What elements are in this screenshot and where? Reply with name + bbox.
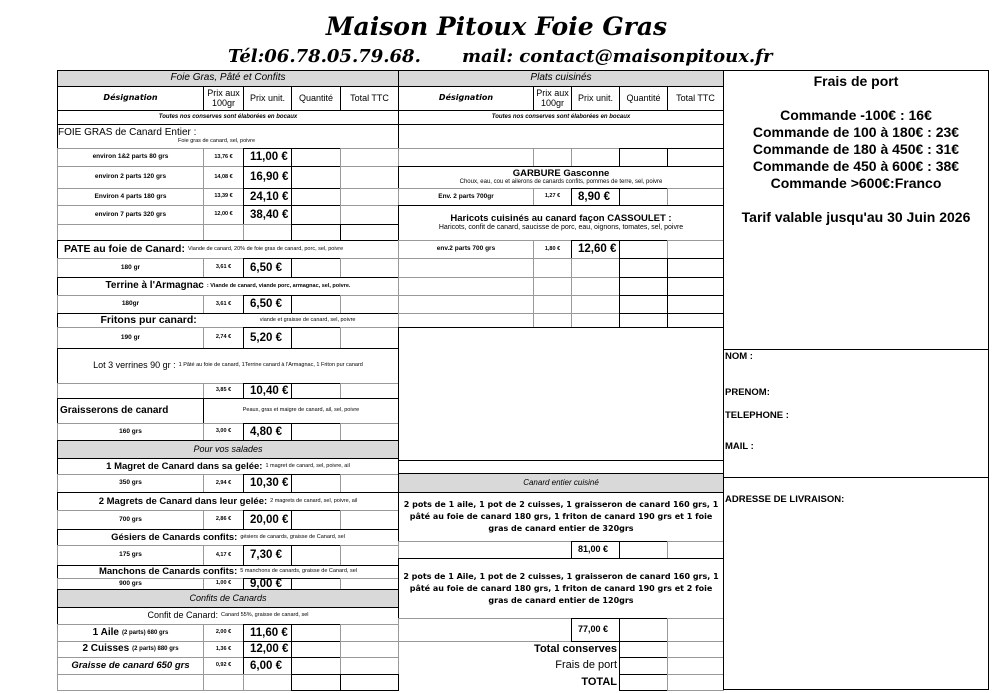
product-ingredients: : Viande de canard, viande porc, armagnac, sel, poivre. — [206, 282, 351, 289]
product-title: GARBURE Gasconne — [512, 168, 610, 180]
empty-cell — [533, 277, 572, 296]
product-title: Graisserons de canard — [57, 398, 204, 424]
product-ingredients: Viande de canard, 20% de foie gras de canard, porc, sel, poivre — [187, 245, 344, 252]
email-address: mail: contact@maisonpitoux.fr — [462, 46, 773, 67]
item-size: environ 2 parts 120 grs — [57, 166, 204, 189]
item-size: 700 grs — [57, 510, 204, 530]
total-cell[interactable] — [667, 240, 724, 259]
item-name: 2 Cuisses — [82, 643, 130, 655]
price-per-100g: 3,85 € — [203, 383, 244, 399]
unit-price: 8,90 € — [571, 188, 620, 206]
item-size: env.2 parts 700 grs — [398, 240, 534, 259]
price-per-100g: 3,61 € — [203, 258, 244, 278]
total-cell[interactable] — [667, 674, 724, 691]
unit-price: 10,40 € — [243, 383, 292, 399]
quantity-input[interactable] — [619, 240, 668, 259]
empty-cell — [398, 313, 534, 328]
item-detail: (2 parts) 880 grs — [132, 646, 179, 653]
shipping-rate: Commande >600€:Franco — [770, 175, 942, 191]
empty-cell[interactable] — [340, 674, 399, 691]
quantity-input[interactable] — [619, 313, 668, 328]
product-heading — [57, 565, 399, 579]
section-header: Canard entier cuisiné — [398, 473, 724, 493]
total-cell[interactable] — [667, 618, 724, 642]
empty-cell — [243, 224, 292, 241]
quantity-input[interactable] — [291, 474, 341, 493]
product-ingredients: Foie gras de canard, sel, poivre — [178, 137, 256, 144]
empty-cell — [398, 618, 572, 642]
item-size: Graisse de canard 650 grs — [57, 657, 204, 675]
section-header: Confits de Canards — [57, 589, 399, 608]
empty-cell — [57, 224, 204, 241]
unit-price: 9,00 € — [243, 578, 292, 590]
item-size: 350 grs — [57, 474, 204, 493]
item-size — [57, 383, 204, 399]
total-cell[interactable] — [340, 641, 399, 658]
quantity-input[interactable] — [291, 624, 341, 642]
total-cell[interactable] — [340, 510, 399, 530]
mail-field[interactable]: MAIL : — [725, 441, 754, 452]
unit-price: 6,50 € — [243, 295, 292, 314]
empty-cell — [398, 541, 572, 559]
item-detail: (2 parts) 680 grs — [121, 629, 169, 636]
quantity-input[interactable] — [619, 295, 668, 314]
phone-field[interactable]: TELEPHONE : — [725, 410, 789, 421]
product-heading — [57, 492, 399, 511]
quantity-input[interactable] — [619, 258, 668, 278]
empty-cell — [571, 148, 620, 167]
item-size: 180 gr — [57, 258, 204, 278]
product-title: Gésiers de Canards confits: — [111, 531, 238, 543]
empty-cell[interactable] — [667, 313, 724, 328]
quantity-input[interactable] — [619, 148, 668, 167]
total-cell[interactable] — [340, 545, 399, 566]
product-heading — [57, 458, 399, 475]
unit-price: 38,40 € — [243, 205, 292, 225]
unit-price: 4,80 € — [243, 423, 292, 441]
empty-cell — [571, 258, 620, 278]
unit-price: 6,50 € — [243, 258, 292, 278]
price-per-100g: 2,00 € — [203, 624, 244, 642]
shipping-rate: Commande de 180 à 450€ : 31€ — [752, 141, 960, 157]
price-per-100g: 2,86 € — [203, 510, 244, 530]
empty-cell — [571, 295, 620, 314]
price-per-100g: 13,39 € — [203, 188, 244, 206]
price-per-100g: 2,74 € — [203, 327, 244, 349]
quantity-input[interactable] — [619, 618, 668, 642]
price-per-100g: 13,76 € — [203, 148, 244, 167]
designation-header: Désignation — [57, 86, 204, 111]
total-cell[interactable] — [340, 188, 399, 206]
bundle-description: 2 pots de 1 aile, 1 pot de 2 cuisses, 1 graisseron de canard 160 grs, 1 pâté au foie de canard 180 grs, 1 friton de canard 190 grs et 1 foie gras de canard entier de 320grs — [398, 492, 724, 542]
product-heading — [57, 348, 399, 384]
empty-cell — [533, 258, 572, 278]
quantity-input[interactable] — [291, 327, 341, 349]
price-per-100g: 1,80 € — [533, 240, 572, 259]
price-per-100g-header: Prix aux 100gr — [203, 86, 244, 111]
price-per-100g: 14,08 € — [203, 166, 244, 189]
total-header: Total TTC — [667, 86, 724, 111]
quantity-input[interactable] — [291, 674, 341, 691]
empty-cell — [398, 277, 534, 296]
bundle-description: 2 pots de 1 Aile, 1 pot de 2 cuisses, 1 graisseron de canard 160 grs, 1 pâté au foie de canard 180 grs, 1 friton de canard 190 grs et 2 foie gras de canard entier de 120grs — [398, 558, 724, 619]
product-heading — [57, 607, 399, 625]
product-title: Lot 3 verrines 90 gr : — [93, 360, 176, 371]
product-ingredients: Choux, eau, cou et ailerons de canards confits, pommes de terre, sel, poivre — [459, 179, 663, 186]
unit-price: 11,60 € — [243, 624, 292, 642]
empty-cell — [203, 674, 244, 691]
name-field[interactable]: NOM : — [725, 351, 753, 362]
empty-cell — [533, 148, 572, 167]
unit-price-header: Prix unit. — [571, 86, 620, 111]
shipping-and-customer-panel — [723, 70, 989, 690]
quantity-header: Quantité — [291, 86, 341, 111]
unit-price: 7,30 € — [243, 545, 292, 566]
product-heading — [57, 277, 399, 296]
product-ingredients: viande et graisse de canard, sel, poivre — [259, 316, 356, 323]
product-heading — [57, 529, 399, 546]
quantity-input[interactable] — [619, 277, 668, 296]
empty-cell — [203, 224, 244, 241]
empty-cell — [398, 258, 534, 278]
total-cell[interactable] — [667, 188, 724, 206]
product-ingredients: Canard 55%, graisse de canard, sel — [221, 612, 309, 619]
product-title: FOIE GRAS de Canard Entier : — [58, 127, 197, 139]
total-cell[interactable] — [340, 205, 399, 225]
product-title: Terrine à l'Armagnac — [105, 280, 204, 292]
total-cell[interactable] — [340, 474, 399, 493]
item-size: Environ 4 parts 180 grs — [57, 188, 204, 206]
price-per-100g: 12,00 € — [203, 205, 244, 225]
quantity-input[interactable] — [291, 148, 341, 167]
product-title: 1 Magret de Canard dans sa gelée: — [106, 460, 263, 472]
item-name: 1 Aile — [92, 626, 119, 638]
total-cell[interactable] — [340, 295, 399, 314]
price-per-100g: 2,94 € — [203, 474, 244, 493]
phone-number: Tél:06.78.05.79.68. — [228, 46, 421, 67]
empty-cell — [533, 313, 572, 328]
empty-cell — [398, 295, 534, 314]
product-ingredients: Peaux, gras et maigre de canard, ail, sel, poivre — [203, 398, 399, 424]
empty-cell — [571, 277, 620, 296]
total-cell[interactable] — [667, 657, 724, 675]
empty-row — [398, 124, 724, 149]
total-value[interactable] — [619, 641, 668, 658]
total-cell[interactable] — [340, 148, 399, 167]
product-ingredients: 5 manchons de canards, graisse de Canard, sel — [240, 568, 358, 575]
total-value[interactable] — [619, 674, 668, 691]
unit-price: 16,90 € — [243, 166, 292, 189]
tariff-validity: Tarif valable jusqu'au 30 Juin 2026 — [741, 209, 971, 225]
product-title: PATE au foie de Canard: — [64, 242, 185, 255]
divider — [724, 349, 988, 350]
conserves-note: Toutes nos conserves sont élaborées en bocaux — [57, 110, 399, 125]
total-cell[interactable] — [340, 166, 399, 189]
shipping-title: Frais de port — [813, 73, 899, 89]
quantity-input[interactable] — [291, 166, 341, 189]
item-size: environ 1&2 parts 80 grs — [57, 148, 204, 167]
total-cell[interactable] — [340, 258, 399, 278]
product-heading — [57, 240, 399, 259]
product-title: Manchons de Canards confits: — [98, 566, 238, 578]
product-heading — [57, 313, 399, 328]
total-cell[interactable] — [340, 624, 399, 642]
price-per-100g: 1,00 € — [203, 578, 244, 590]
empty-row — [398, 327, 724, 461]
item-size: 180gr — [57, 295, 204, 314]
empty-cell[interactable] — [667, 148, 724, 167]
total-label: Total conserves — [534, 642, 617, 655]
quantity-input[interactable] — [291, 224, 341, 241]
shipping-rate: Commande de 450 à 600€ : 38€ — [752, 158, 960, 174]
conserves-note: Toutes nos conserves sont élaborées en bocaux — [398, 110, 724, 125]
empty-cell — [57, 674, 204, 691]
shipping-rate: Commande -100€ : 16€ — [780, 107, 932, 123]
quantity-input[interactable] — [291, 423, 341, 441]
item-size: 190 gr — [57, 327, 204, 349]
quantity-input[interactable] — [291, 510, 341, 530]
quantity-input[interactable] — [291, 641, 341, 658]
price-per-100g-header: Prix aux 100gr — [533, 86, 572, 111]
address-field[interactable]: ADRESSE DE LIVRAISON: — [725, 494, 845, 505]
empty-cell — [398, 148, 534, 167]
product-heading — [57, 124, 399, 149]
total-cell[interactable] — [340, 423, 399, 441]
empty-cell — [571, 313, 620, 328]
unit-price: 6,00 € — [243, 657, 292, 675]
unit-price: 10,30 € — [243, 474, 292, 493]
unit-price: 12,00 € — [243, 641, 292, 658]
total-label: Frais de port — [555, 659, 617, 672]
item-size: Env. 2 parts 700gr — [398, 188, 534, 206]
bundle-price: 81,00 € — [571, 541, 620, 559]
item-size: 175 grs — [57, 545, 204, 566]
product-title: Fritons pur canard: — [100, 313, 197, 326]
quantity-input[interactable] — [291, 258, 341, 278]
price-per-100g: 3,61 € — [203, 295, 244, 314]
total-cell[interactable] — [340, 383, 399, 399]
shop-title: Maison Pitoux Foie Gras — [325, 12, 668, 41]
product-ingredients: 1 magret de canard, sel, poivre, ail — [265, 462, 350, 469]
product-title: 2 Magrets de Canard dans leur gelée: — [98, 495, 268, 507]
price-per-100g: 0,92 € — [203, 657, 244, 675]
price-per-100g: 1,36 € — [203, 641, 244, 658]
product-ingredients: Haricots, confit de canard, saucisse de porc, eau, oignons, tomates, sel, poivre — [438, 224, 684, 232]
total-label: TOTAL — [581, 675, 617, 688]
quantity-header: Quantité — [619, 86, 668, 111]
empty-cell[interactable] — [667, 258, 724, 278]
quantity-input[interactable] — [291, 383, 341, 399]
total-value[interactable] — [619, 657, 668, 675]
empty-row — [398, 460, 724, 474]
total-cell[interactable] — [667, 641, 724, 658]
unit-price: 11,00 € — [243, 148, 292, 167]
total-cell[interactable] — [340, 657, 399, 675]
product-heading — [398, 205, 724, 241]
table-title: Foie Gras, Pâté et Confits — [57, 70, 399, 87]
price-per-100g: 4,17 € — [203, 545, 244, 566]
unit-price: 5,20 € — [243, 327, 292, 349]
empty-cell — [533, 295, 572, 314]
quantity-input[interactable] — [291, 205, 341, 225]
product-ingredients: gésiers de canards, graisse de Canard, sel — [240, 533, 345, 540]
product-ingredients: 1 Pâté au foie de canard, 1Terrine canard à l'Armagnac, 1 Friton pur canard — [178, 362, 363, 369]
quantity-input[interactable] — [291, 188, 341, 206]
unit-price-header: Prix unit. — [243, 86, 292, 111]
quantity-input[interactable] — [291, 545, 341, 566]
unit-price: 24,10 € — [243, 188, 292, 206]
unit-price: 20,00 € — [243, 510, 292, 530]
bundle-price: 77,00 € — [571, 618, 620, 642]
item-size: 900 grs — [57, 578, 204, 590]
section-header: Pour vos salades — [57, 440, 399, 459]
product-ingredients: 2 magrets de canard, sel, poivre, ail — [270, 497, 358, 504]
quantity-input[interactable] — [291, 295, 341, 314]
divider — [724, 477, 988, 478]
item-size — [57, 624, 204, 642]
shipping-rate: Commande de 100 à 180€ : 23€ — [752, 124, 960, 140]
item-size — [57, 641, 204, 658]
empty-cell — [243, 674, 292, 691]
item-size: 160 grs — [57, 423, 204, 441]
product-heading — [398, 166, 724, 189]
total-cell[interactable] — [667, 541, 724, 559]
quantity-input[interactable] — [619, 541, 668, 559]
quantity-input[interactable] — [619, 188, 668, 206]
designation-header: Désignation — [398, 86, 534, 111]
price-per-100g: 3,00 € — [203, 423, 244, 441]
product-title: Confit de Canard: — [147, 610, 219, 621]
quantity-input[interactable] — [291, 657, 341, 675]
total-cell[interactable] — [340, 327, 399, 349]
price-per-100g: 1,27 € — [533, 188, 572, 206]
total-header: Total TTC — [340, 86, 399, 111]
firstname-field[interactable]: PRENOM: — [725, 387, 770, 398]
empty-cell[interactable] — [667, 277, 724, 296]
unit-price: 12,60 € — [571, 240, 620, 259]
item-size: environ 7 parts 320 grs — [57, 205, 204, 225]
empty-cell[interactable] — [667, 295, 724, 314]
empty-cell[interactable] — [340, 224, 399, 241]
product-title: Haricots cuisinés au canard façon CASSOULET : — [450, 213, 672, 225]
table-title: Plats cuisinés — [398, 70, 724, 87]
